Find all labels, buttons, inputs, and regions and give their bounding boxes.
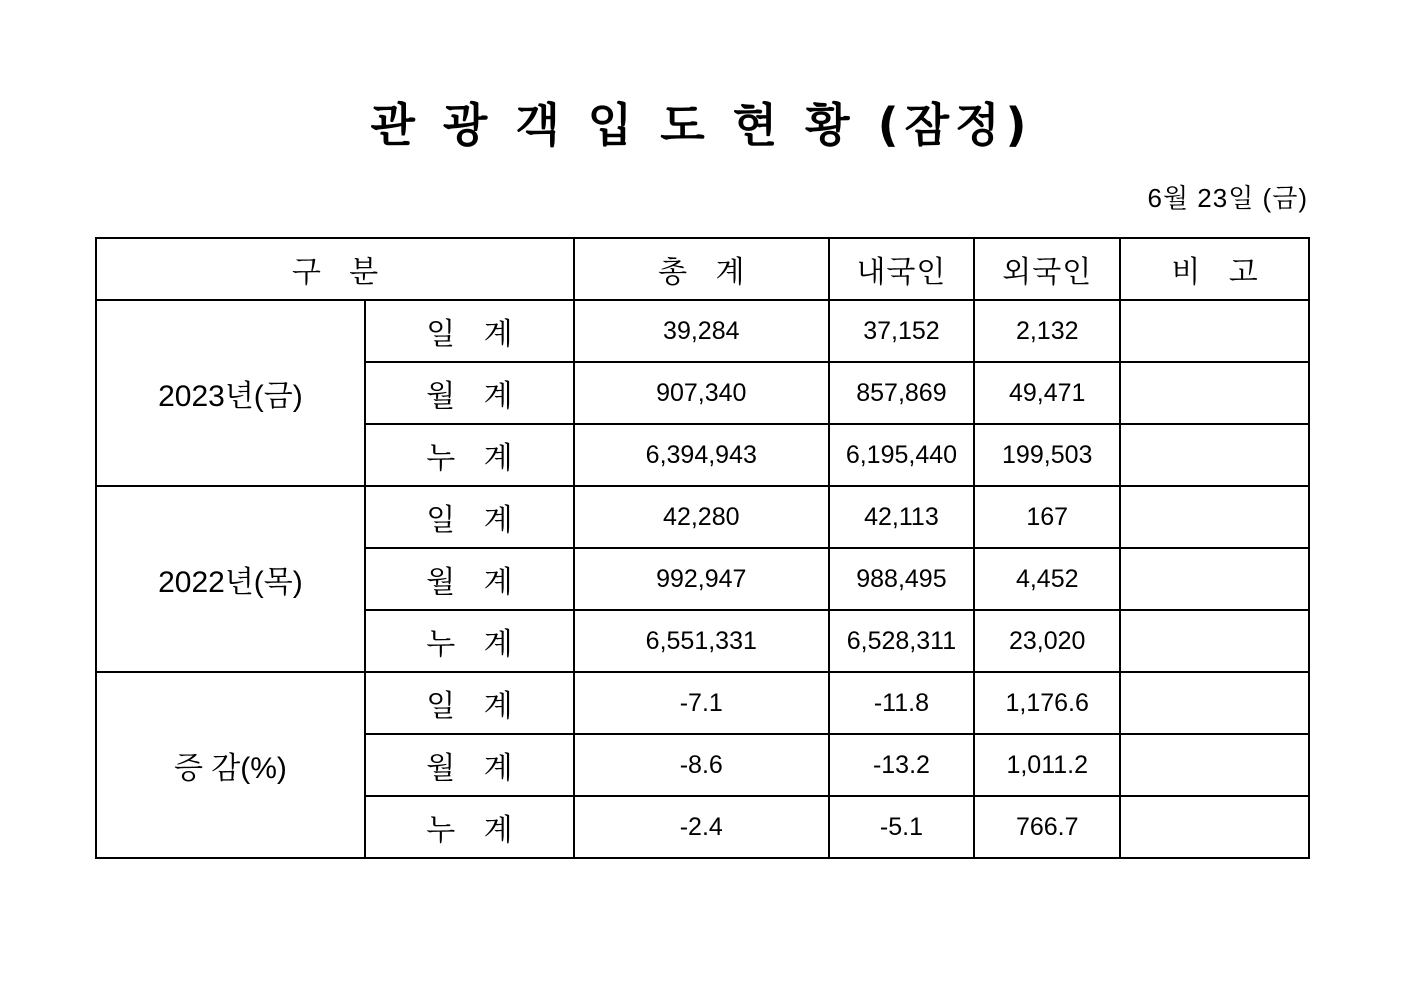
row-label-monthly: 월 계	[365, 734, 574, 796]
column-header-total: 총 계	[574, 238, 829, 300]
value-domestic: 857,869	[829, 362, 975, 424]
value-foreign: 23,020	[974, 610, 1120, 672]
table-row	[96, 300, 1309, 362]
value-note	[1120, 362, 1309, 424]
value-note	[1120, 672, 1309, 734]
column-header-note: 비 고	[1120, 238, 1309, 300]
column-header-division: 구 분	[96, 238, 574, 300]
value-domestic: 37,152	[829, 300, 975, 362]
value-foreign: 1,176.6	[974, 672, 1120, 734]
table-row	[96, 672, 1309, 734]
column-header-foreign: 외국인	[974, 238, 1120, 300]
table-header-row	[96, 238, 1309, 300]
value-foreign: 167	[974, 486, 1120, 548]
value-domestic: -11.8	[829, 672, 975, 734]
value-domestic: 988,495	[829, 548, 975, 610]
section-label-2023: 2023년(금)	[96, 300, 365, 486]
table-row	[96, 486, 1309, 548]
value-total: -2.4	[574, 796, 829, 858]
value-note	[1120, 300, 1309, 362]
value-domestic: 6,195,440	[829, 424, 975, 486]
value-total: -7.1	[574, 672, 829, 734]
value-domestic: -5.1	[829, 796, 975, 858]
value-foreign: 1,011.2	[974, 734, 1120, 796]
value-total: 907,340	[574, 362, 829, 424]
row-label-monthly: 월 계	[365, 362, 574, 424]
value-domestic: -13.2	[829, 734, 975, 796]
value-domestic: 6,528,311	[829, 610, 975, 672]
value-note	[1120, 734, 1309, 796]
row-label-daily: 일 계	[365, 486, 574, 548]
column-header-domestic: 내국인	[829, 238, 975, 300]
value-note	[1120, 610, 1309, 672]
value-note	[1120, 486, 1309, 548]
row-label-cumulative: 누 계	[365, 424, 574, 486]
row-label-cumulative: 누 계	[365, 610, 574, 672]
value-total: 6,394,943	[574, 424, 829, 486]
value-total: 42,280	[574, 486, 829, 548]
value-total: 6,551,331	[574, 610, 829, 672]
value-note	[1120, 424, 1309, 486]
value-total: 39,284	[574, 300, 829, 362]
report-date: 6월 23일 (금)	[1147, 183, 1308, 213]
value-foreign: 199,503	[974, 424, 1120, 486]
value-total: -8.6	[574, 734, 829, 796]
section-label-2022: 2022년(목)	[96, 486, 365, 672]
value-foreign: 4,452	[974, 548, 1120, 610]
row-label-cumulative: 누 계	[365, 796, 574, 858]
value-total: 992,947	[574, 548, 829, 610]
row-label-daily: 일 계	[365, 300, 574, 362]
value-foreign: 2,132	[974, 300, 1120, 362]
tourist-arrivals-table	[95, 237, 1310, 859]
value-note	[1120, 548, 1309, 610]
section-label-change: 증 감(%)	[96, 672, 365, 858]
value-domestic: 42,113	[829, 486, 975, 548]
value-note	[1120, 796, 1309, 858]
value-foreign: 49,471	[974, 362, 1120, 424]
row-label-daily: 일 계	[365, 672, 574, 734]
value-foreign: 766.7	[974, 796, 1120, 858]
row-label-monthly: 월 계	[365, 548, 574, 610]
page-title: 관 광 객 입 도 현 황 (잠정)	[370, 98, 1033, 152]
